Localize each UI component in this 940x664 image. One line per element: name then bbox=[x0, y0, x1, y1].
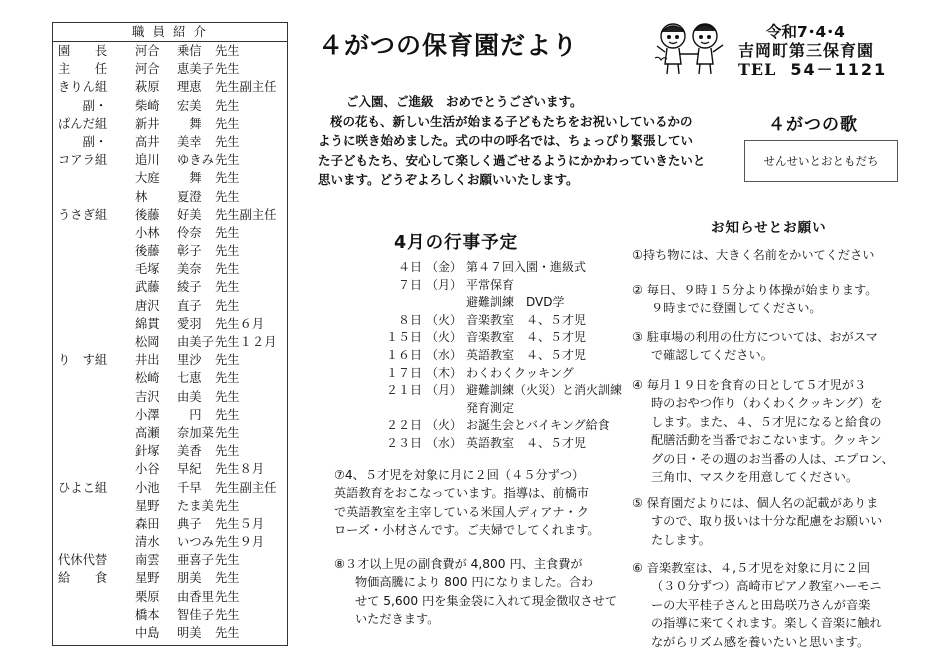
staff-surname: 橋本 bbox=[135, 607, 160, 622]
staff-role: ぱんだ組 bbox=[58, 116, 108, 131]
staff-surname: 小林 bbox=[135, 225, 160, 240]
event-description: 発育測定 bbox=[466, 400, 515, 415]
staff-title: 先生１２月 bbox=[215, 335, 277, 349]
song-heading: ４がつの歌 bbox=[768, 115, 858, 135]
staff-list-panel bbox=[52, 22, 288, 646]
staff-title: 先生９月 bbox=[215, 535, 265, 550]
notice-item bbox=[632, 559, 902, 651]
greeting-line: 桜の花も、新しい生活が始まる子どもたちをお祝いしているかの bbox=[330, 113, 693, 129]
staff-row bbox=[53, 569, 287, 587]
notice-line: ９時までに登園してください。 bbox=[651, 301, 822, 316]
event-date: １５日 bbox=[385, 330, 422, 345]
staff-row bbox=[53, 333, 287, 351]
staff-row bbox=[53, 133, 287, 151]
staff-title: 先生 bbox=[215, 134, 240, 149]
notice-item bbox=[632, 376, 902, 486]
staff-row bbox=[53, 515, 287, 533]
notice-line: たします。 bbox=[651, 532, 711, 547]
staff-surname: 南雲 bbox=[135, 553, 160, 568]
staff-role: 給 食 bbox=[58, 571, 108, 586]
issue-date: 令和7･4･4 bbox=[766, 23, 845, 41]
event-description: 第４７回入園・進級式 bbox=[466, 260, 587, 274]
note-line: せて 5,600 円を集金袋に入れて現金徴収させて bbox=[355, 593, 618, 608]
phone-number bbox=[738, 57, 887, 80]
staff-role: うさぎ組 bbox=[58, 207, 108, 222]
event-weekday: （火） bbox=[426, 312, 463, 327]
staff-surname: 綿貫 bbox=[135, 316, 160, 331]
staff-given-name: 愛羽 bbox=[177, 316, 202, 331]
notice-line: ② 毎日、９時１５分より体操が始まります。 bbox=[632, 283, 878, 297]
mascot-right-icon bbox=[693, 24, 723, 74]
staff-given-name: 円 bbox=[177, 407, 202, 422]
staff-title: 先生 bbox=[215, 189, 240, 204]
notice-line: ⑥ 音楽教室は、４,５才児を対象に月に２回 bbox=[632, 561, 871, 575]
staff-title: 先生副主任 bbox=[215, 480, 277, 495]
staff-row bbox=[53, 242, 287, 260]
staff-title: 先生 bbox=[215, 98, 240, 113]
staff-title: 先生５月 bbox=[215, 516, 265, 531]
staff-row bbox=[53, 442, 287, 460]
staff-surname: 森田 bbox=[135, 516, 160, 531]
staff-title: 先生 bbox=[215, 571, 240, 586]
staff-surname: 毛塚 bbox=[135, 262, 160, 277]
staff-surname: 柴崎 bbox=[135, 98, 160, 113]
staff-given-name: 夏澄 bbox=[177, 189, 202, 204]
event-row bbox=[340, 417, 640, 435]
staff-given-name: 舞 bbox=[177, 171, 202, 186]
note-meal-fees bbox=[334, 555, 624, 629]
song-title: せんせいとおともだち bbox=[763, 154, 879, 168]
event-date: ２２日 bbox=[385, 418, 422, 433]
staff-surname: 大庭 bbox=[135, 171, 160, 186]
staff-title: 先生 bbox=[215, 589, 240, 604]
notice-line: ーの大平桂子さんと田島咲乃さんが音楽 bbox=[651, 597, 871, 612]
staff-given-name: 由香里 bbox=[177, 589, 214, 604]
staff-surname: 新井 bbox=[135, 116, 160, 131]
staff-row bbox=[53, 551, 287, 569]
event-description: 避難訓練（火災）と消火訓練 bbox=[466, 383, 623, 398]
event-description: 平常保育 bbox=[466, 277, 515, 292]
notice-item bbox=[632, 328, 902, 365]
staff-row bbox=[53, 497, 287, 515]
staff-row bbox=[53, 206, 287, 224]
event-description: 音楽教室 ４、５才児 bbox=[466, 330, 587, 345]
event-row bbox=[340, 294, 640, 312]
staff-given-name: 朋美 bbox=[177, 571, 202, 586]
event-row bbox=[340, 259, 640, 277]
staff-row bbox=[53, 60, 287, 78]
staff-title: 先生 bbox=[215, 262, 240, 277]
event-description: わくわくクッキング bbox=[466, 365, 574, 380]
event-weekday: （火） bbox=[426, 330, 463, 345]
staff-surname: 萩原 bbox=[135, 80, 160, 95]
staff-title: 先生 bbox=[215, 626, 240, 640]
staff-given-name: 典子 bbox=[177, 516, 202, 531]
event-description: お誕生会とバイキング給食 bbox=[466, 418, 610, 433]
event-row bbox=[340, 329, 640, 347]
event-weekday: （月） bbox=[426, 383, 463, 398]
note-line: 物価高騰により 800 円になりました。合わ bbox=[355, 575, 594, 590]
staff-surname: 中島 bbox=[135, 626, 160, 640]
notice-line: 配膳活動を当番でおこないます。クッキン bbox=[651, 433, 882, 448]
song-title-box bbox=[744, 140, 898, 182]
notice-line: ①持ち物には、大きく名前をかいてください bbox=[632, 248, 875, 262]
notice-line: すので、取り扱いは十分な配慮をお願いい bbox=[651, 514, 883, 529]
note-line: ⑦4、５才児を対象に月に２回（４５分ずつ） bbox=[334, 468, 585, 482]
staff-given-name: 美幸 bbox=[177, 134, 202, 149]
staff-role: コアラ組 bbox=[58, 153, 108, 168]
note-line: ローズ・小材さんです。ご夫婦でしてくれます。 bbox=[334, 523, 600, 538]
event-description: 避難訓練 DVD学 bbox=[466, 295, 565, 310]
staff-row bbox=[53, 369, 287, 387]
staff-list-heading: 職 員 紹 介 bbox=[53, 23, 287, 42]
event-weekday: （火） bbox=[426, 418, 463, 433]
event-row bbox=[340, 347, 640, 365]
staff-surname: 星野 bbox=[135, 498, 160, 513]
staff-title: 先生 bbox=[215, 153, 240, 168]
school-name: 吉岡町第三保育園 bbox=[738, 41, 875, 60]
notice-line: 時のおやつ作り（わくわくクッキング）を bbox=[651, 396, 883, 411]
staff-given-name: 由美子 bbox=[177, 335, 214, 349]
event-weekday: （木） bbox=[426, 365, 463, 380]
notice-line: の指導に来てくれます。楽しく音楽に触れ bbox=[651, 616, 882, 631]
newsletter-title: ４がつの保育園だより bbox=[318, 31, 579, 60]
note-line: 英語教育をおこなっています。指導は、前橋市 bbox=[334, 486, 589, 501]
staff-title: 先生 bbox=[215, 407, 240, 422]
staff-role: 代休代替 bbox=[58, 553, 108, 568]
staff-given-name: 伶奈 bbox=[177, 225, 202, 240]
staff-surname: 井出 bbox=[135, 353, 160, 368]
staff-title: 先生 bbox=[215, 371, 240, 386]
note-line: で英語教室を主宰している米国人ディアナ・ク bbox=[334, 504, 589, 519]
staff-given-name: ゆきみ bbox=[177, 153, 214, 168]
staff-surname: 河合 bbox=[135, 62, 160, 77]
event-date: ７日 bbox=[397, 277, 422, 292]
event-row bbox=[340, 435, 640, 453]
staff-row bbox=[53, 115, 287, 133]
staff-row bbox=[53, 188, 287, 206]
staff-surname: 高井 bbox=[135, 134, 160, 149]
notice-line: ⑤ 保育園だよりには、個人名の記載がありま bbox=[632, 496, 879, 510]
staff-row bbox=[53, 151, 287, 169]
staff-title: 先生 bbox=[215, 116, 240, 131]
staff-row bbox=[53, 297, 287, 315]
staff-row bbox=[53, 533, 287, 551]
notice-line: ③ 駐車場の利用の仕方については、おがスマ bbox=[632, 330, 878, 344]
staff-role: ひよこ組 bbox=[58, 480, 108, 495]
staff-surname: 林 bbox=[135, 189, 148, 204]
notice-line: （３０分ずつ）高崎市ピアノ教室ハーモニ bbox=[651, 579, 882, 594]
staff-surname: 追川 bbox=[135, 153, 160, 168]
staff-surname: 武藤 bbox=[135, 280, 160, 295]
staff-given-name: 千早 bbox=[177, 480, 202, 495]
staff-given-name: 乗信 bbox=[177, 44, 202, 58]
notice-item bbox=[632, 281, 902, 318]
notice-line: で確認してください。 bbox=[651, 348, 773, 363]
event-row bbox=[340, 277, 640, 295]
staff-surname: 唐沢 bbox=[135, 298, 160, 313]
events-schedule bbox=[340, 259, 640, 453]
staff-row bbox=[53, 78, 287, 96]
staff-row bbox=[53, 97, 287, 115]
staff-title: 先生 bbox=[215, 225, 240, 240]
staff-title: 先生 bbox=[215, 353, 240, 368]
staff-title: 先生 bbox=[215, 389, 240, 404]
staff-given-name: 美奈 bbox=[177, 262, 202, 277]
staff-row bbox=[53, 588, 287, 606]
staff-given-name: 理恵 bbox=[177, 80, 202, 95]
staff-given-name: 奈加菜 bbox=[177, 425, 214, 440]
staff-row bbox=[53, 278, 287, 296]
staff-given-name: 好美 bbox=[177, 207, 202, 222]
event-date: ２３日 bbox=[385, 435, 422, 450]
staff-row bbox=[53, 424, 287, 442]
staff-row bbox=[53, 460, 287, 478]
notice-line: ④ 毎月１９日を食育の日として５才児が３ bbox=[632, 378, 867, 392]
staff-title: 先生副主任 bbox=[215, 207, 277, 222]
events-heading: 4月の行事予定 bbox=[394, 233, 519, 253]
event-description: 英語教室 ４、５才児 bbox=[466, 347, 587, 362]
staff-title: 先生副主任 bbox=[215, 80, 277, 95]
staff-given-name: 早紀 bbox=[177, 462, 202, 477]
staff-role: り す組 bbox=[58, 353, 108, 368]
staff-row bbox=[53, 224, 287, 242]
staff-given-name: 直子 bbox=[177, 298, 202, 313]
staff-title: 先生 bbox=[215, 244, 240, 259]
staff-title: 先生 bbox=[215, 171, 240, 186]
staff-surname: 小池 bbox=[135, 480, 160, 495]
staff-row bbox=[53, 606, 287, 624]
staff-surname: 後藤 bbox=[135, 244, 160, 259]
staff-row bbox=[53, 624, 287, 642]
staff-row bbox=[53, 406, 287, 424]
staff-given-name: 由美 bbox=[177, 389, 202, 404]
event-weekday: （月） bbox=[426, 277, 463, 292]
event-date: １６日 bbox=[385, 347, 422, 362]
staff-title: 先生 bbox=[215, 62, 240, 77]
event-date: ８日 bbox=[397, 312, 422, 327]
staff-given-name: 恵美子 bbox=[177, 62, 214, 77]
notices-heading: お知らせとお願い bbox=[711, 220, 827, 236]
notice-item bbox=[632, 246, 902, 264]
staff-surname: 星野 bbox=[135, 571, 160, 586]
event-weekday: （金） bbox=[426, 260, 463, 274]
staff-title: 先生 bbox=[215, 607, 240, 622]
staff-surname: 吉沢 bbox=[135, 389, 160, 404]
staff-row bbox=[53, 169, 287, 187]
staff-given-name: たま美 bbox=[177, 498, 214, 513]
greeting-line: た子どもたち、安心して楽しく過ごせるようにかかわっていきたいと bbox=[318, 152, 706, 168]
staff-surname: 河合 bbox=[135, 44, 160, 58]
event-row bbox=[340, 365, 640, 383]
event-date: ４日 bbox=[397, 260, 422, 274]
staff-given-name: 彰子 bbox=[177, 244, 202, 259]
staff-title: 先生 bbox=[215, 425, 240, 440]
staff-given-name: いつみ bbox=[177, 535, 214, 550]
notice-line: グの日・その週のお当番の人は、エプロン、 bbox=[651, 451, 894, 466]
mascot-illustration bbox=[653, 16, 731, 82]
staff-list bbox=[53, 42, 287, 642]
staff-title: 先生 bbox=[215, 298, 240, 313]
event-weekday: （水） bbox=[426, 435, 463, 450]
staff-role: 主 任 bbox=[58, 62, 108, 77]
notice-line: 三角巾、マスクを用意してください。 bbox=[651, 469, 859, 484]
event-row bbox=[340, 400, 640, 418]
staff-role: 副・ bbox=[58, 98, 108, 113]
staff-given-name: 綾子 bbox=[177, 280, 202, 295]
note-english-education bbox=[334, 466, 624, 540]
staff-title: 先生６月 bbox=[215, 316, 265, 331]
note-line: ⑧３才以上児の副食費が 4,800 円、主食費が bbox=[334, 557, 583, 571]
staff-given-name: 智佳子 bbox=[177, 607, 214, 622]
staff-title: 先生８月 bbox=[215, 462, 265, 477]
greeting-line: 思います。どうぞよろしくお願いいたします。 bbox=[318, 172, 579, 188]
staff-role: きりん組 bbox=[58, 80, 108, 95]
event-date: １７日 bbox=[385, 365, 422, 380]
staff-role: 園 長 bbox=[58, 44, 108, 58]
staff-row bbox=[53, 479, 287, 497]
staff-title: 先生 bbox=[215, 553, 240, 568]
event-row bbox=[340, 382, 640, 400]
staff-given-name: 明美 bbox=[177, 626, 202, 640]
staff-given-name: 里沙 bbox=[177, 353, 202, 368]
event-description: 音楽教室 ４、５才児 bbox=[466, 312, 587, 327]
staff-row bbox=[53, 260, 287, 278]
staff-surname: 松岡 bbox=[135, 335, 160, 349]
greeting-line: ように咲き始めました。式の中の呼名では、ちょっぴり緊張してい bbox=[318, 133, 694, 149]
tel-number: 54－1121 bbox=[790, 60, 888, 79]
staff-row bbox=[53, 351, 287, 369]
staff-given-name: 宏美 bbox=[177, 98, 202, 113]
staff-title: 先生 bbox=[215, 444, 240, 459]
staff-role: 副・ bbox=[58, 134, 108, 149]
staff-title: 先生 bbox=[215, 280, 240, 295]
notice-line: ながらリズム感を養いたいと思います。 bbox=[651, 634, 870, 649]
staff-surname: 後藤 bbox=[135, 207, 160, 222]
event-row bbox=[340, 312, 640, 330]
staff-row bbox=[53, 388, 287, 406]
staff-surname: 高瀬 bbox=[135, 425, 160, 440]
staff-row bbox=[53, 315, 287, 333]
staff-surname: 針塚 bbox=[135, 444, 160, 459]
event-description: 英語教室 ４、５才児 bbox=[466, 435, 587, 450]
staff-surname: 清水 bbox=[135, 535, 160, 550]
note-line: いただきます。 bbox=[355, 612, 440, 627]
event-date: ２１日 bbox=[385, 383, 422, 398]
tel-label: TEL bbox=[738, 60, 777, 79]
staff-row bbox=[53, 42, 287, 60]
staff-surname: 小澤 bbox=[135, 407, 160, 422]
notice-item bbox=[632, 494, 902, 549]
staff-surname: 松崎 bbox=[135, 371, 160, 386]
mascot-left-icon bbox=[657, 24, 685, 74]
staff-title: 先生 bbox=[215, 44, 240, 58]
greeting-paragraph bbox=[318, 92, 736, 190]
staff-surname: 栗原 bbox=[135, 589, 160, 604]
staff-given-name: 舞 bbox=[177, 116, 202, 131]
staff-given-name: 亜喜子 bbox=[177, 553, 214, 568]
notice-line: します。また、４、５才児になると給食の bbox=[651, 414, 882, 429]
greeting-line: ご入園、ご進級 おめでとうございます。 bbox=[346, 94, 583, 109]
staff-given-name: 美香 bbox=[177, 444, 202, 459]
event-weekday: （水） bbox=[426, 347, 463, 362]
staff-title: 先生 bbox=[215, 498, 240, 513]
staff-surname: 小谷 bbox=[135, 462, 160, 477]
staff-given-name: 七恵 bbox=[177, 371, 202, 386]
